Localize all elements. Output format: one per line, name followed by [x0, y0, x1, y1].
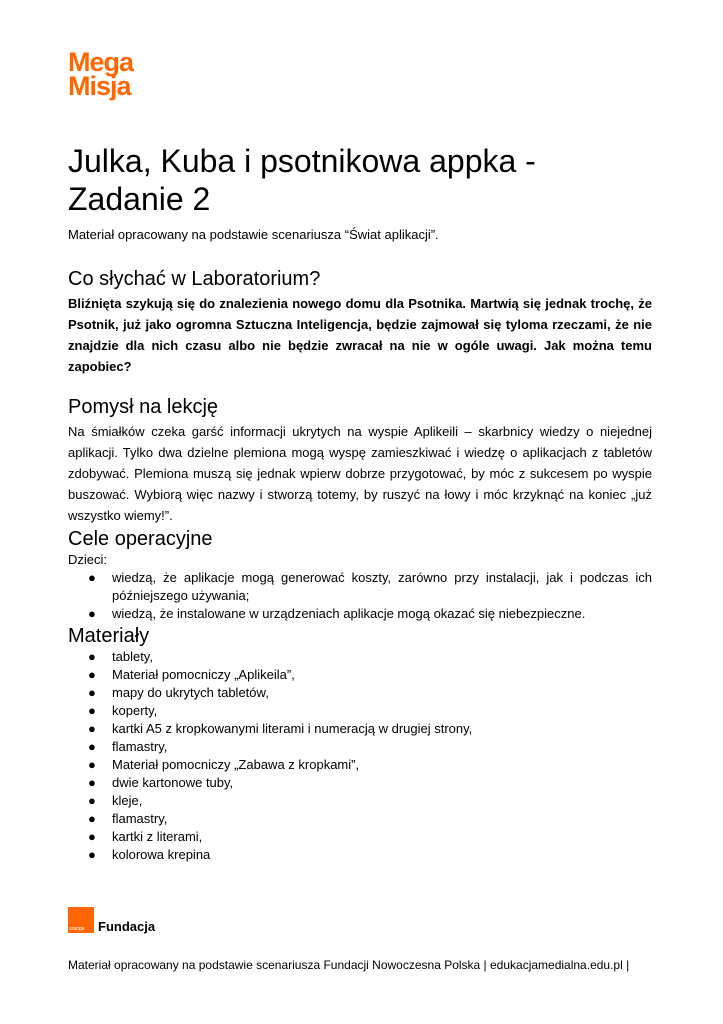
section-text-laboratorium: Bliźnięta szykują się do znalezienia nowego domu dla Psotnika. Martwią się jednak trochę, że Psotnik, już jako ogromna Sztuczna Inteligencja, będzie zajmował się tyloma rzeczami, że nie znajdzie dla nich czasu albo nie będzie zwracał na nie w ogóle uwagi. Jak można temu zapobiec? — [68, 296, 652, 374]
section-text-pomysl: Na śmiałków czeka garść informacji ukrytych na wyspie Aplikeili – skarbnicy wiedzy o niejednej aplikacji. Tylko dwa dzielne plemiona mogą wyspę zamieszkiwać i wiedzę o aplikacjach z tabletów zdobywać. Plemiona muszą się jednak wpierw dobrze przygotować, by móc z sukcesem po wyspie buszować. Wybiorą więc nazwy i stworzą totemy, by ruszyć na łowy i móc krzyknąć na koniec „już wszystko wiemy!”. — [68, 424, 652, 523]
list-item — [88, 684, 652, 702]
bullet-icon: ● — [88, 721, 96, 736]
list-item-text: Materiał pomocniczy „Aplikeila”, — [112, 667, 295, 682]
list-item — [88, 648, 652, 666]
cele-list — [68, 569, 652, 623]
section-heading-cele: Cele operacyjne — [68, 528, 213, 550]
bullet-icon: ● — [88, 649, 96, 664]
list-item-text: dwie kartonowe tuby, — [112, 775, 234, 790]
list-item — [88, 702, 652, 720]
bullet-icon: ● — [88, 685, 96, 700]
bullet-icon: ● — [88, 775, 96, 790]
section-heading-materialy: Materiały — [68, 625, 150, 647]
list-item-text: Materiał pomocniczy „Zabawa z kropkami”, — [112, 757, 360, 772]
bullet-icon: ● — [88, 739, 96, 754]
list-item — [88, 810, 652, 828]
bullet-icon: ● — [88, 829, 96, 844]
list-item — [88, 569, 652, 605]
list-item — [88, 846, 652, 864]
logo-line-1: Mega — [68, 47, 134, 77]
page-title: Julka, Kuba i psotnikowa appka - Zadanie 2 — [68, 143, 536, 217]
orange-logo-text: orange — [69, 926, 85, 932]
list-item-text: flamastry, — [112, 739, 168, 754]
document-body — [68, 142, 652, 864]
bullet-icon: ● — [88, 703, 96, 718]
bullet-icon: ● — [88, 811, 96, 826]
bullet-icon: ● — [88, 757, 96, 772]
list-item-text: flamastry, — [112, 811, 168, 826]
list-item — [88, 605, 652, 623]
megamisja-logo — [68, 47, 134, 101]
bullet-icon: ● — [88, 570, 96, 585]
list-item — [88, 720, 652, 738]
bullet-icon: ● — [88, 606, 96, 621]
fundacja-label: Fundacja — [98, 919, 156, 934]
list-item — [88, 756, 652, 774]
list-item — [88, 666, 652, 684]
list-item-text: wiedzą, że aplikacje mogą generować koszty, zarówno przy instalacji, jak i podczas ich późniejszego używania; — [112, 570, 652, 603]
section-heading-pomysl: Pomysł na lekcję — [68, 396, 219, 418]
cele-intro: Dzieci: — [68, 552, 108, 567]
bullet-icon: ● — [88, 793, 96, 808]
list-item — [88, 828, 652, 846]
list-item-text: kartki z literami, — [112, 829, 203, 844]
subtitle: Materiał opracowany na podstawie scenariusza “Świat aplikacji”. — [68, 227, 439, 242]
list-item — [88, 792, 652, 810]
materialy-list — [68, 648, 652, 864]
list-item-text: kolorowa krepina — [112, 847, 211, 862]
orange-logo-icon — [68, 907, 94, 933]
section-heading-laboratorium: Co słychać w Laboratorium? — [68, 268, 321, 290]
bullet-icon: ● — [88, 847, 96, 862]
bullet-icon: ● — [88, 667, 96, 682]
list-item — [88, 738, 652, 756]
list-item-text: koperty, — [112, 703, 158, 718]
logo-line-2: Misja — [68, 71, 131, 101]
list-item-text: kleje, — [112, 793, 143, 808]
fundacja-logo — [68, 907, 155, 933]
footer-text: Materiał opracowany na podstawie scenariusza Fundacji Nowoczesna Polska | edukacjamedialna.edu.pl | — [68, 958, 630, 972]
list-item-text: mapy do ukrytych tabletów, — [112, 685, 269, 700]
list-item-text: tablety, — [112, 649, 153, 664]
list-item-text: wiedzą, że instalowane w urządzeniach aplikacje mogą okazać się niebezpieczne. — [112, 606, 586, 621]
list-item — [88, 774, 652, 792]
list-item-text: kartki A5 z kropkowanymi literami i numeracją w drugiej strony, — [112, 721, 473, 736]
